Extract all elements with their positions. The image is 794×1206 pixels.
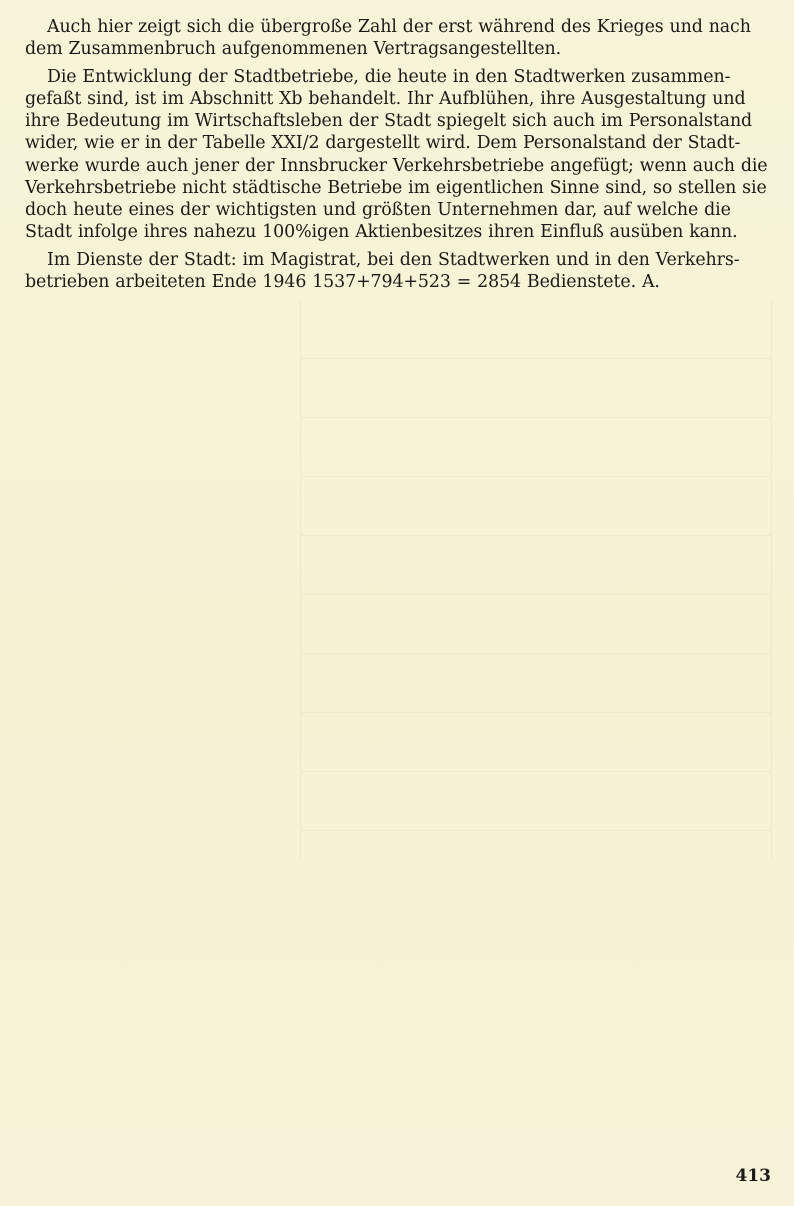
text-line: ihre Bedeutung im Wirtschaftsleben der Stadt spiegelt sich auch im Personalstand bbox=[25, 111, 753, 132]
text-line-final bbox=[25, 271, 769, 293]
text-line: wider, wie er in der Tabelle XXI/2 dargestellt wird. Dem Personalstand der Stadt- bbox=[25, 133, 741, 154]
text-line: dem Zusammenbruch aufgenommenen Vertragsangestellten. bbox=[25, 39, 562, 60]
text-line: Verkehrsbetriebe nicht städtische Betriebe im eigentlichen Sinne sind, so stellen sie bbox=[25, 177, 767, 198]
body-text bbox=[25, 16, 769, 299]
paragraph-1 bbox=[25, 16, 769, 60]
paragraph-2 bbox=[25, 66, 769, 243]
text-line: Die Entwicklung der Stadtbetriebe, die heute in den Stadtwerken zusammen- bbox=[47, 67, 731, 88]
text-line: Auch hier zeigt sich die übergroße Zahl der erst während des Krieges und nach bbox=[47, 17, 751, 37]
author-signature: A. bbox=[641, 272, 660, 293]
bleed-through-table bbox=[300, 300, 772, 860]
paragraph-3 bbox=[25, 249, 769, 293]
text-line: werke wurde auch jener der Innsbrucker Verkehrsbetriebe angefügt; wenn auch die bbox=[25, 155, 768, 176]
text-line: Stadt infolge ihres nahezu 100%igen Aktienbesitzes ihren Einfluß ausüben kann. bbox=[25, 221, 738, 242]
final-sentence: betrieben arbeiteten Ende 1946 1537+794+523 = 2854 Bedienstete. bbox=[25, 272, 636, 293]
text-line: doch heute eines der wichtigsten und größten Unternehmen dar, auf welche die bbox=[25, 199, 731, 220]
text-line: gefaßt sind, ist im Abschnitt Xb behandelt. Ihr Aufblühen, ihre Ausgestaltung und bbox=[25, 89, 746, 110]
page-number: 413 bbox=[735, 1166, 771, 1186]
text-line: Im Dienste der Stadt: im Magistrat, bei den Stadtwerken und in den Verkehrs- bbox=[47, 249, 740, 270]
